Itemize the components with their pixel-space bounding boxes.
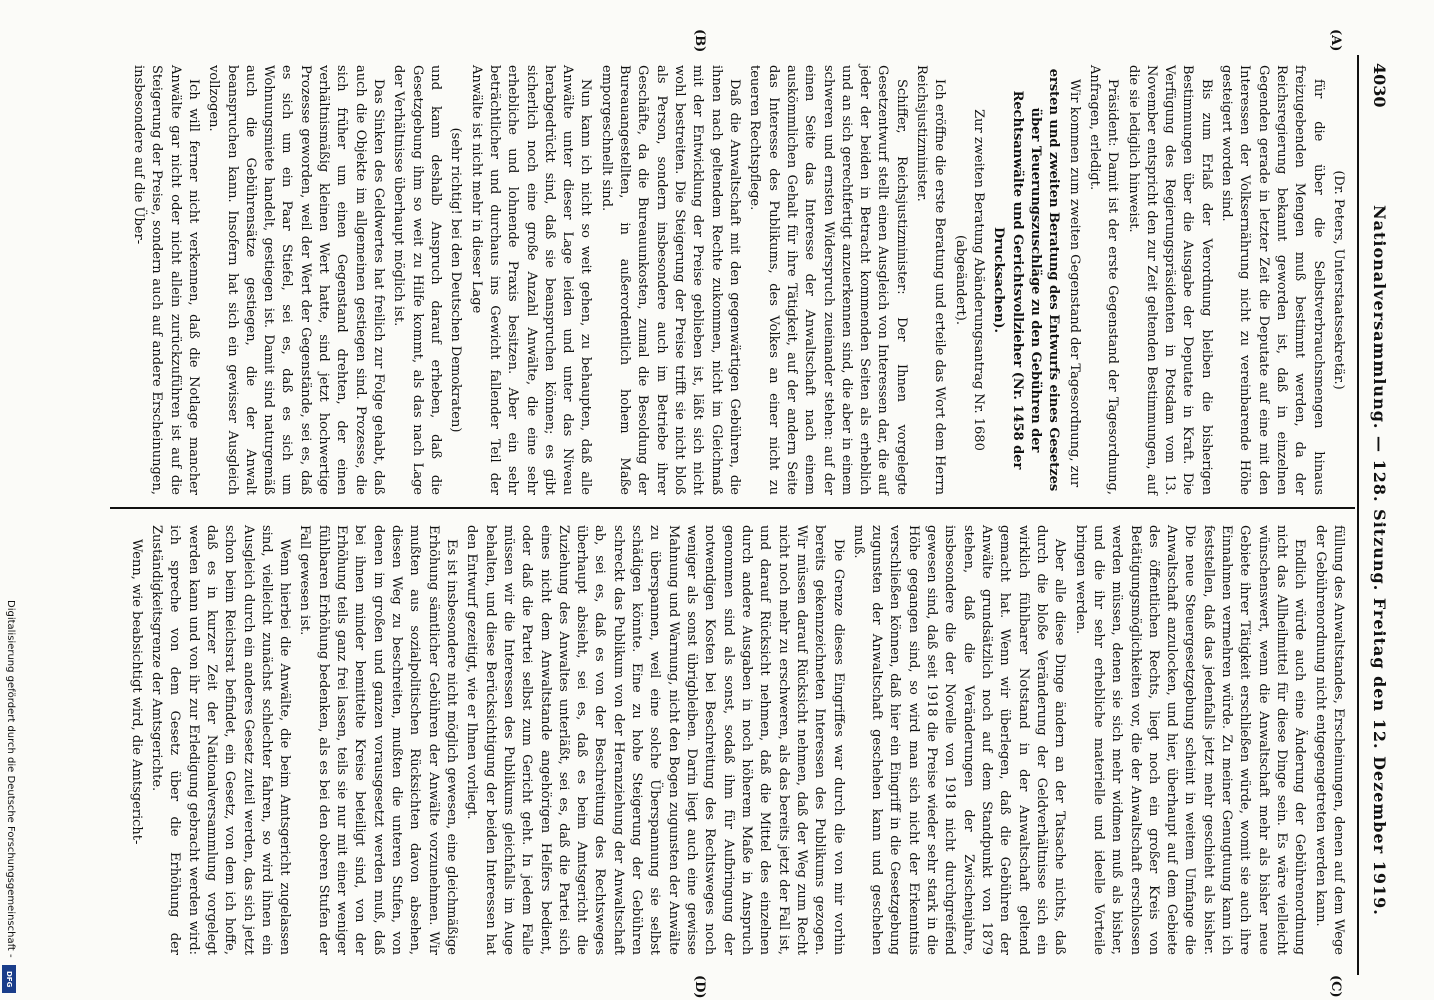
paragraph: Zur zweiten Beratung Abänderungsantrag Nr. 1680 (abgeändert). (952, 109, 987, 451)
paragraph: Aber alle diese Dinge ändern an der Tatsache nichts, daß durch die bloße Veränderung der Geldverhältnisse sich ein wirklich fühlbarer Notstand in der Anwaltschaft geltend gemacht hat. Wenn wir überlegen, daß die Gebühren der Anwälte grundsätzlich noch auf dem Standpunkt von 1879 stehen, daß die Veränderungen der Zwischenjahre, insbesondere die der Novelle von 1918 nicht durchgreifend gewesen sind, daß seit 1918 die Preise wieder sehr stark in die Höhe gegangen sind, so wird man sich nicht der Erkenntnis verschließen können, daß hier ein Eingriff in die Gesetzgebung zugunsten der Anwaltschaft geschehen kann und geschehen muß. (850, 525, 1068, 955)
left-column (127, 65, 1347, 495)
page-header (1357, 55, 1395, 975)
credit-text: Digitalisierung gefördert durch die Deutsche Forschungsgemeinschaft - (5, 600, 16, 958)
speaker-note: (Dr. Peters, Unterstaatssekretär.) (1331, 170, 1346, 390)
margin-mark-d: (D) (692, 975, 707, 999)
paragraph: Bis zum Erlaß der Verordnung bleiben die bisherigen Bestimmungen über die Ausgabe der Deputate in Kraft. Die Verfügung des Regierungspräsidenten in Potsdam vom 13. November entspricht den zur Zeit geltenden Bestimmungen, auf die sie lediglich hinweist. (1125, 65, 1214, 495)
page-title: Nationalversammlung. — 128. Sitzung. Freitag den 12. Dezember 1919. (1370, 205, 1389, 916)
paragraph: und kann deshalb Anspruch darauf erheben, daß die Gesetzgebung ihm so weit zu Hilfe kommt, als das nach Lage der Verhältnisse überhaupt möglich ist. (391, 65, 443, 495)
paragraph: Wenn hierbei die Anwälte, die beim Amtsgericht zugelassen sind, vielleicht zunächst schlechter fahren, so wird ihnen ein Ausgleich durch ein anderes Gesetz zuteil werden, das sich jetzt schon beim Reichsrat befindet, ein Gesetz, von dem ich hoffe, daß es in kurzer Zeit der Nationalversammlung vorgelegt werden kann und von ihr zur Erledigung gebracht werden wird: ich spreche von dem Gesetz über die Erhöhung der Zuständigkeitsgrenze der Amtsgerichte. (149, 525, 293, 955)
margin-mark-c: (C) (1328, 975, 1343, 998)
paragraph: Ich will ferner nicht verkennen, daß die Notlage mancher Anwälte gar nicht oder nicht allein zurückzuführen ist auf die Steigerung der Preise, sondern auch auf andere Erscheinungen, insbesondere auf die Über- (131, 65, 201, 495)
rotated-page-content (95, 29, 1395, 999)
agenda-heading: ersten und zweiten Beratung des Entwurfs eines Gesetzes über Teuerungszuschläge zu den Gebühren der Rechtsanwälte und Gerichtsvollzieher (Nr. 1458 der Drucksachen). (991, 68, 1062, 492)
paragraph: füllung des Anwaltstandes, Erscheinungen, denen auf dem Wege der Gebührenordnung nicht entgegengetreten werden kann. (1312, 525, 1346, 955)
paragraph: Das Sinken des Geldwertes hat freilich zur Folge gehabt, daß auch die Objekte im allgemeinen gestiegen sind. Prozesse, die sich früher um einen Gegenstand drehten, der einen verhältnismäßig kleinen Wert hatte, sind jetzt hochwertige Prozesse geworden, weil der Wert der Gegenstände, sei es, daß es sich um ein Paar Stiefel, sei es, daß es sich um Wohnungsmiete handelt, gestiegen ist. Damit sind naturgemäß auch die Gebührensätze gestiegen, die der Anwalt beanspruchen kann. Insofern hat sich ein gewisser Ausgleich vollzogen. (206, 65, 387, 495)
paragraph: Wenn, wie beabsichtigt wird, die Amtsgericht- (128, 539, 144, 845)
paragraph: Ich eröffne die erste Beratung und erteile das Wort dem Herrn Reichsjustizminister. (914, 65, 948, 495)
right-column (124, 525, 1347, 955)
paragraph: Die Grenze dieses Eingriffes war durch die von mir vorhin bereits gekennzeichneten Interessen des Publikums gezogen. Wir müssen darauf Rücksicht nehmen, daß der Weg zum Recht nicht noch mehr zu erschweren, als das bereits jetzt der Fall ist, und darauf Rücksicht nehmen, daß die Mittel des einzelnen durch andere Ausgaben in noch höherem Maße in Anspruch genommen sind als sonst, sodaß ihm für Aufbringung der notwendigen Kosten bei Beschreitung des Rechtsweges noch weniger als sonst übrigbleiben. Darin liegt auch eine gewisse Mahnung und Warnung, nicht den Bogen zugunsten der Anwälte zu überspannen, weil eine solche Überspannung sie selbst schädigen könnte. Eine zu hohe Steigerung der Gebühren schreckt das Publikum von der Heranziehung der Anwaltschaft ab, sei es, daß es von der Beschreitung des Rechtsweges überhaupt absieht, sei es, daß es beim Amtsgericht die Zuziehung des Anwaltes unterläßt, sei es, daß die Partei sich eines nicht dem Anwaltstande angehörigen Helfers bedient, oder daß die Partei selbst zum Gericht geht. In jedem Falle müssen wir die Interessen des Publikums gleichfalls im Auge behalten, und diese Berücksichtigung der beiden Interessen hat den Entwurf gezeitigt, wie er Ihnen vorliegt. (464, 525, 846, 955)
paragraph: Schiffer, Reichsjustizminister: Der Ihnen vorgelegte Gesetzentwurf stellt einen Ausgleich von Interessen dar, die auf jeder der beiden in Betracht kommenden Seiten als erheblich und an sich gerechtfertigt anzuerkennen sind, die aber in einem schweren und ernsten Widerspruch zueinander stehen: auf der einen Seite das Interesse der Anwaltschaft nach einem auskömmlichen Gehalt für ihre Tätigkeit, auf der andern Seite das Interesse des Publikums, des Volkes an einer nicht zu teueren Rechtspflege. (747, 65, 909, 495)
paragraph: für die über die Selbstverbrauchsmengen hinaus freizugebenden Mengen muß bestimmt werden, da der Reichsregierung bekannt geworden ist, daß in einzelnen Gegenden gerade in letzter Zeit die Deputate auf eine mit den Interessen der Volksernährung nicht zu vereinbarende Höhe gesteigert worden sind. (1219, 65, 1326, 495)
page-number: 4030 (1370, 63, 1389, 108)
column-divider (110, 507, 1355, 509)
paragraph: Daß die Anwaltschaft mit den gegenwärtigen Gebühren, die ihnen nach geltendem Rechte zukommen, nicht im Gleichmaß mit der Entwicklung der Preise geblieben ist, läßt sich nicht wohl bestreiten. Die Steigerung der Preise trifft sie nicht bloß als Person, sondern insbesondere auch im Betriebe ihrer Geschäfte, da die Bureauunkosten, zumal die Besoldung der Bureauangestellten, in außerordentlich hohem Maße emporgeschnellt sind. (598, 65, 742, 495)
paragraph: Es ist insbesondere nicht möglich gewesen, eine gleichmäßige Erhöhung sämtlicher Gebühren der Anwälte vorzunehmen. Wir mußten aus sozialpolitischen Rücksichten davon absehen, diesen Weg zu beschreiten, mußten die unteren Stufen, von denen im großen und ganzen vorausgesetzt werden muß, daß bei ihnen minder bemittelte Kreise beteiligt sind, von der Erhöhung teils ganz frei lassen, teils sie nur mit einer weniger fühlbaren Erhöhung bedenken, als es bei den oberen Stufen der Fall gewesen ist. (297, 525, 459, 955)
digitization-credit (2, 600, 18, 990)
interjection: (sehr richtig! bei den Deutschen Demokraten) (448, 127, 464, 433)
dfg-logo-icon: DFG (2, 965, 16, 993)
margin-mark-b: (B) (692, 29, 707, 53)
paragraph: Endlich würde auch eine Änderung der Gebührenordnung nicht das Allheilmittel für diese Dinge sein. Es wäre vielleicht wünschenswert, wenn die Anwaltschaft mehr als bisher neue Gebiete ihrer Tätigkeit erschließen würde, womit sie auch ihre Einnahmen vermehren würde. Zu meiner Genugtuung kann ich feststellen, daß das jedenfalls jetzt mehr geschieht als bisher. Die neue Steuergesetzgebung scheint in weitem Umfange die Anwaltschaft anzulocken, und hier, überhaupt auf dem Gebiete des öffentlichen Rechts, liegt noch ein großer Kreis von Betätigungsmöglichkeiten vor, die der Anwaltschaft erschlossen werden müssen, denen sie sich mehr widmen muß als bisher, und die ihr sehr erhebliche materielle und ideelle Vorteile bringen werden. (1072, 525, 1308, 955)
paragraph: Nun kann ich nicht so weit gehen, zu behaupten, daß alle Anwälte unter dieser Lage leiden und unter das Niveau herabgedrückt sind, daß sie beanspruchen können; es gibt sicherlich noch eine große Anzahl Anwälte, die eine sehr erhebliche und lohnende Praxis besitzen. Aber ein sehr beträchtlicher und durchaus ins Gewicht fallender Teil der Anwälte ist nicht mehr in dieser Lage (468, 65, 594, 495)
margin-mark-a: (A) (1328, 29, 1343, 52)
paragraph: Präsident: Damit ist der erste Gegenstand der Tagesordnung, Anfragen, erledigt. (1086, 65, 1121, 495)
paragraph: Wir kommen zum zweiten Gegenstand der Tagesordnung, zur (1066, 79, 1082, 488)
